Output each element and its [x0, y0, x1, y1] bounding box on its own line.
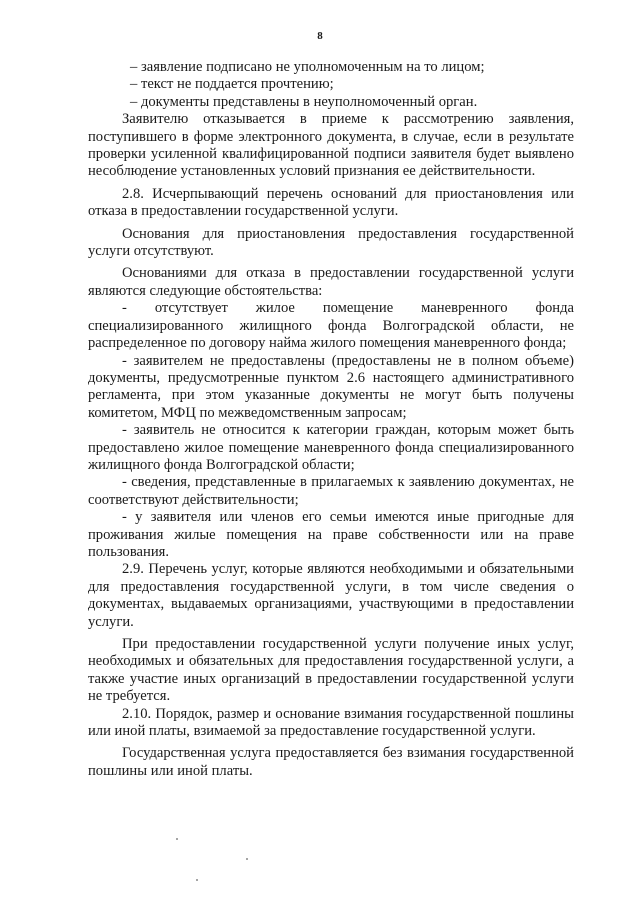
refusal-reason-wrong-authority: – документы представлены в неуполномоченный орган.: [130, 93, 478, 110]
electronic-signature-refusal-paragraph: Заявителю отказывается в приеме к рассмотрению заявления, поступившего в форме электронного документа, в случае, если в результате проверки усиленной квалифицированной подписи заявителя будет выявлено несоблюдение установленных условий признания ее действительности.: [88, 111, 574, 180]
refusal-ground-other-housing: - у заявителя или членов его семьи имеются иные пригодные для проживания жилые помещения на праве собственности или на праве пользования.: [88, 509, 574, 560]
scan-speck: [196, 879, 198, 881]
refusal-ground-false-information: - сведения, представленные в прилагаемых к заявлению документах, не соответствуют действительности;: [88, 474, 574, 508]
refusal-ground-ineligible-category: - заявитель не относится к категории граждан, которым может быть предоставлено жилое помещение маневренного фонда специализированного жилищного фонда Волгоградской области;: [88, 422, 574, 473]
scan-speck: [246, 858, 248, 860]
suspension-grounds-paragraph: Основания для приостановления предоставления государственной услуги отсутствуют.: [88, 225, 574, 260]
page-number: 8: [317, 30, 323, 42]
section-2-9-heading: 2.9. Перечень услуг, которые являются необходимыми и обязательными для предоставления государственной услуги, в том числе сведения о документах, выдаваемых организациями, участвующими в предоставлении услуги.: [88, 561, 574, 630]
no-fee-paragraph: Государственная услуга предоставляется без взимания государственной пошлины или иной платы.: [88, 745, 574, 779]
scan-speck: [176, 838, 178, 840]
section-2-8-heading: 2.8. Исчерпывающий перечень оснований для приостановления или отказа в предоставлении государственной услуги.: [88, 185, 574, 220]
refusal-ground-missing-documents: - заявителем не предоставлены (предоставлены не в полном объеме) документы, предусмотренные пунктом 2.6 настоящего административного регламента, при этом указанные документы не могут быть получены комитетом, МФЦ по межведомственным запросам;: [88, 352, 574, 421]
document-body: [88, 59, 574, 780]
section-2-10-heading: 2.10. Порядок, размер и основание взимания государственной пошлины или иной платы, взимаемой за предоставление государственной услуги.: [88, 705, 574, 740]
refusal-grounds-intro: Основаниями для отказа в предоставлении государственной услуги являются следующие обстоятельства:: [88, 265, 574, 299]
no-additional-services-paragraph: При предоставлении государственной услуги получение иных услуг, необходимых и обязательных для предоставления государственной услуги, а также участие иных организаций в предоставлении государственной услуги не требуется.: [88, 636, 574, 705]
refusal-reason-unauthorized-signer: – заявление подписано не уполномоченным на то лицом;: [130, 59, 485, 75]
refusal-reason-unreadable-text: – текст не поддается прочтению;: [130, 76, 334, 93]
refusal-ground-no-housing: - отсутствует жилое помещение маневренного фонда специализированного жилищного фонда Волгоградской области, не распределенное по договору найма жилого помещения маневренного фонда;: [88, 300, 574, 352]
